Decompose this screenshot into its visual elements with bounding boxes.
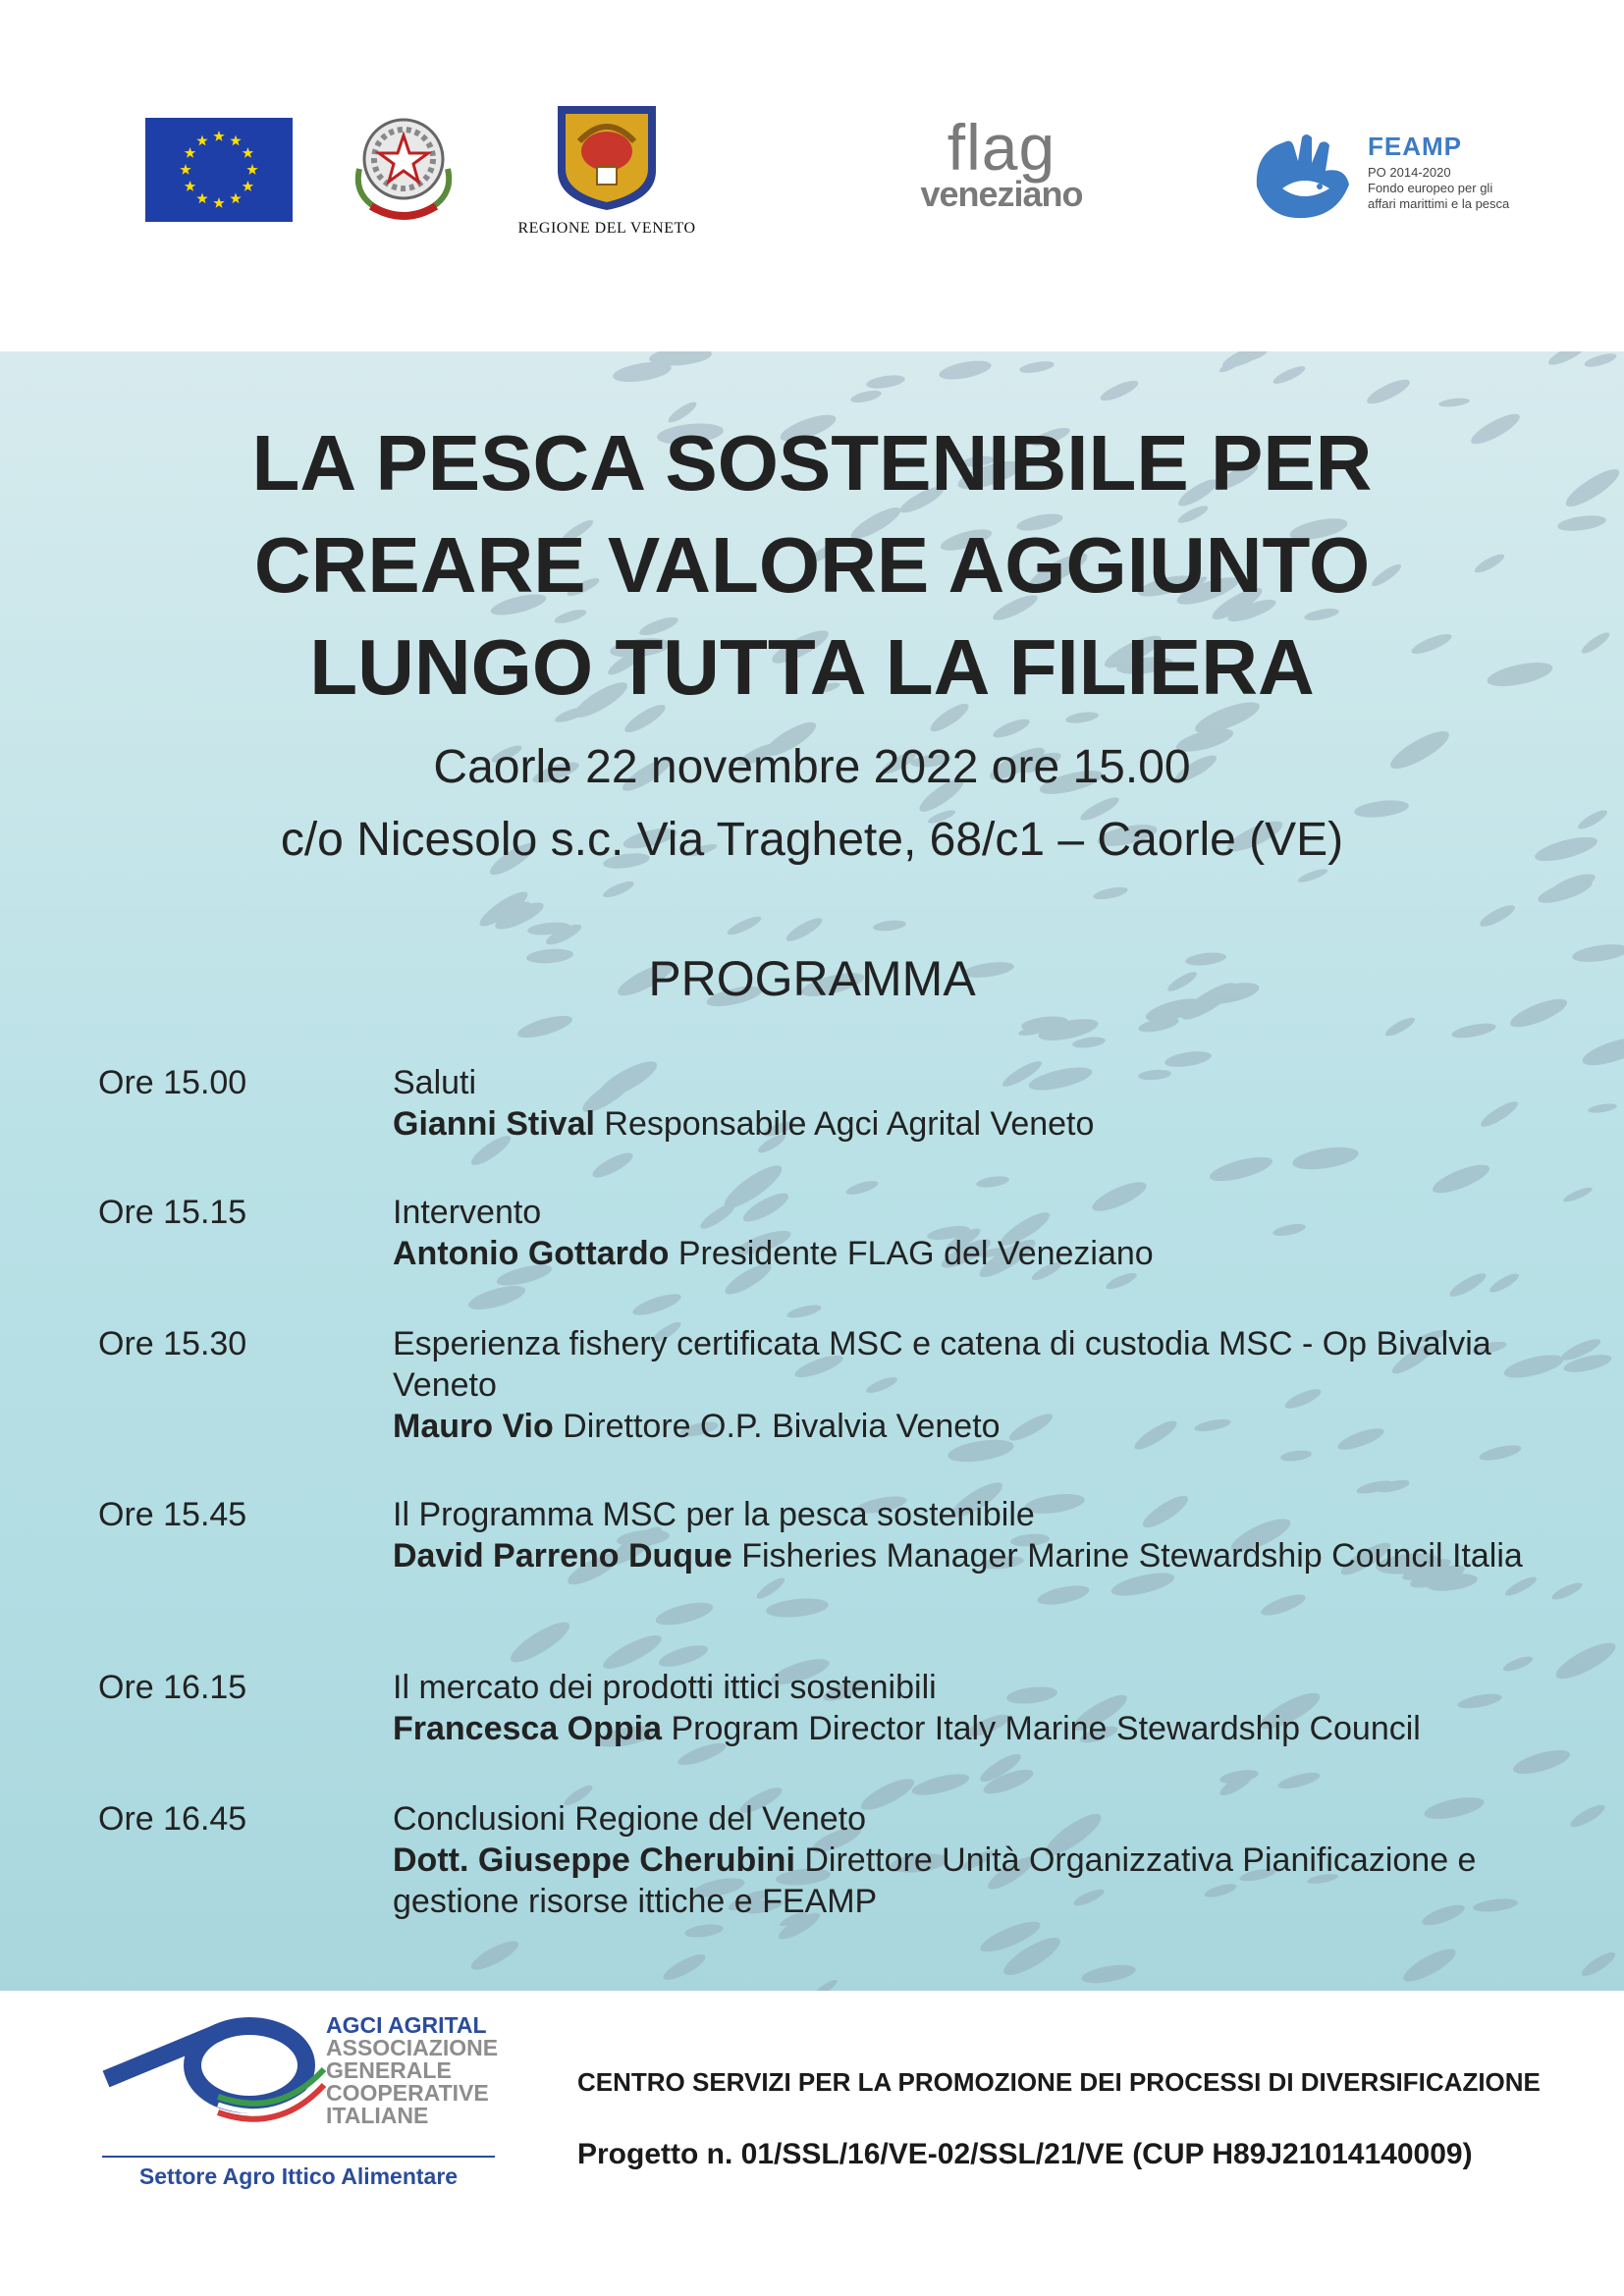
programme-time: Ore 15.30 [98,1325,247,1362]
agci-name-line: ITALIANE [326,2103,429,2128]
fish-icon [654,1598,716,1629]
fish-icon [1383,1014,1418,1039]
fish-icon [1447,1269,1489,1300]
speaker-name: David Parreno Duque [393,1537,732,1575]
flag-veneziano-logo [903,111,1100,236]
fish-icon [1297,867,1329,884]
agci-name-line: ASSOCIAZIONE [326,2035,499,2060]
fish-icon [1583,351,1617,369]
speaker-name: Francesca Oppia [393,1710,663,1747]
fish-icon [1071,1036,1106,1050]
fish-icon [515,1011,574,1041]
fish-icon [1276,1770,1322,1792]
fish-icon [726,913,764,937]
fish-icon [1568,1801,1608,1831]
fish-icon [1536,875,1595,907]
fish-icon [1562,1185,1595,1204]
fish-icon [975,1174,1009,1189]
fish-icon [873,919,907,933]
speaker-name: Dott. Giuseppe Cherubini [393,1842,795,1879]
feamp-hand-icon [1247,128,1355,226]
title-line: LA PESCA SOSTENIBILE PER [251,419,1373,507]
speaker-role: Direttore O.P. Bivalvia Veneto [553,1408,1001,1445]
programme-time: Ore 15.45 [98,1496,247,1533]
programme-topic: Il Programma MSC per la pesca sostenibile [393,1496,1035,1533]
title-line: CREARE VALORE AGGIUNTO [253,521,1371,609]
flag-logo-bottom: veneziano [920,174,1083,214]
fish-icon [1488,1270,1521,1296]
fish-icon [1272,363,1308,387]
fish-icon [1036,1582,1091,1609]
fish-icon [1279,1449,1312,1463]
fish-icon [754,1575,787,1602]
fish-icon [1399,1944,1459,1988]
speaker-role: Program Director Italy Marine Stewardship Council [662,1710,1421,1747]
fish-icon [630,1290,683,1319]
eu-flag-icon [145,118,293,222]
agci-knot-icon [102,2010,330,2128]
programme-time: Ore 15.15 [98,1194,247,1231]
speaker-name: Mauro Vio [393,1408,554,1445]
feamp-subtitle-line: PO 2014-2020 [1368,165,1451,180]
programma-heading: PROGRAMMA [648,951,976,1006]
fish-icon [1080,1961,1137,1986]
fish-icon [810,1977,839,1991]
sea-background [0,351,1624,1991]
speaker-role: Direttore Unità Organizzativa Pianificazione e gestione risorse ittiche e FEAMP [393,1842,1477,1920]
fish-icon [661,1950,709,1985]
fish-icon [506,1616,574,1669]
fish-icon [765,1596,830,1621]
fish-icon [1450,1021,1496,1041]
fish-icon [849,389,882,405]
fish-icon [1511,1745,1573,1779]
fish-icon [785,1303,822,1320]
fish-icon [1291,1144,1360,1173]
feamp-subtitle-line: affari marittimi e la pesca [1368,196,1510,211]
speaker-role: Responsabile Agci Agrital Veneto [594,1105,1095,1143]
agci-name-line: COOPERATIVE [326,2080,489,2106]
fish-icon [1259,1590,1308,1620]
programme-time: Ore 16.15 [98,1669,247,1706]
speaker-role: Presidente FLAG del Veneziano [669,1235,1154,1272]
fish-icon [1545,351,1588,369]
event-venue: c/o Nicesolo s.c. Via Traghete, 68/c1 – Caorle (VE) [280,814,1344,866]
logo-bar [0,0,1624,351]
fish-icon [784,914,825,944]
fish-icon [910,1770,971,1799]
programme-time: Ore 16.45 [98,1800,247,1838]
programme-topic: Esperienza fishery certificata MSC e catena di custodia MSC - Op Bivalvia Veneto [393,1325,1491,1404]
fish-icon [1579,1949,1618,1980]
fish-icon [991,716,1032,741]
agci-name-line: AGCI AGRITAL [326,2012,487,2038]
programme-time: Ore 15.00 [98,1064,247,1101]
fish-icon [1580,1032,1624,1071]
fish-icon [1549,1579,1584,1602]
speaker-name: Gianni Stival [393,1105,595,1143]
fish-icon [1018,359,1055,375]
speaker-role: Fisheries Manager Marine Stewardship Council Italia [731,1537,1523,1575]
fish-icon [466,1281,528,1314]
fish-icon [1478,901,1518,930]
fish-icon [1092,884,1128,901]
feamp-subtitle [1368,165,1535,212]
fish-icon [938,357,993,383]
progetto-code: Progetto n. 01/SSL/16/VE-02/SSL/21/VE (CUP H89J21014140009) [577,2138,1473,2170]
fish-icon [1376,1477,1410,1494]
fish-icon [1588,1102,1618,1115]
flag-logo-top: flag [947,111,1056,184]
feamp-title: FEAMP [1368,132,1462,161]
agci-sector: Settore Agro Ittico Alimentare [138,2163,459,2189]
programme-topic: Il mercato dei prodotti ittici sostenibili [393,1669,937,1706]
event-date: Caorle 22 novembre 2022 ore 15.00 [433,741,1191,793]
event-title [0,412,1624,719]
feamp-subtitle-line: Fondo europeo per gli [1368,181,1493,195]
speaker-name: Antonio Gottardo [393,1235,670,1272]
centro-servizi: CENTRO SERVIZI PER LA PROMOZIONE DEI PROCESSI DI DIVERSIFICAZIONE [577,2067,1541,2097]
title-line: LUNGO TUTTA LA FILIERA [309,623,1315,711]
fish-icon [1551,1636,1619,1685]
fish-icon [1208,1152,1274,1186]
programme-topic: Intervento [393,1194,542,1231]
agci-name-line: GENERALE [326,2057,452,2083]
fish-icon [865,373,905,391]
veneto-lion-icon [550,102,664,212]
fish-icon [1098,377,1140,404]
agci-name [326,2014,498,2127]
programme-topic: Saluti [393,1064,477,1101]
programme-topic: Conclusioni Regione del Veneto [393,1800,867,1838]
fish-icon [1503,1574,1539,1599]
veneto-label: REGIONE DEL VENETO [517,220,696,237]
fish-icon [589,1148,635,1182]
fish-icon [1364,375,1412,408]
agci-divider [102,2156,495,2158]
fish-icon [601,879,635,900]
italian-republic-emblem-icon [342,100,465,228]
fish-icon [683,1922,724,1939]
fish-icon [1438,397,1471,408]
fish-icon [467,1936,521,1974]
